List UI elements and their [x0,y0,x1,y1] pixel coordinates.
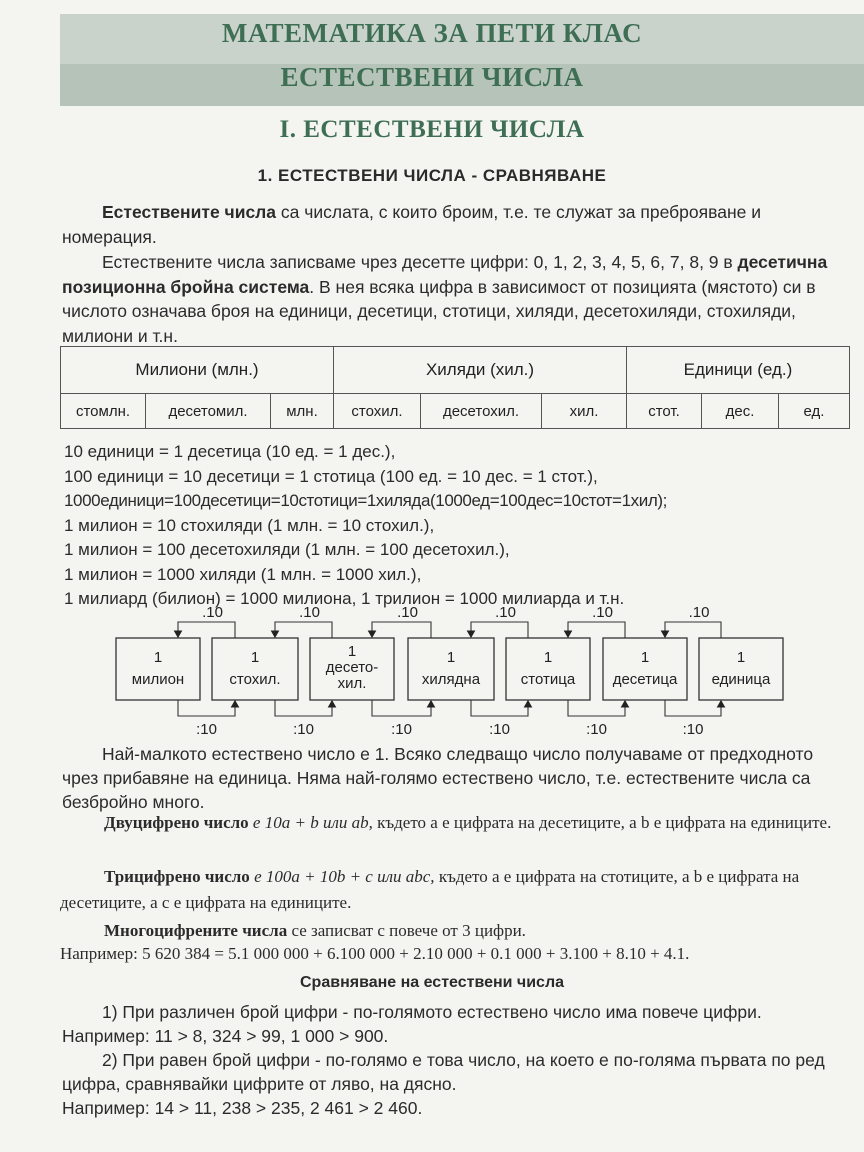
multiply-arrow [471,622,528,638]
unit-box [699,638,783,700]
unit-box-label: милион [131,671,185,688]
intro-p2-start: Естествените числа записваме чрез десетте цифри: 0, 1, 2, 3, 4, 5, 6, 7, 8, 9 в [102,252,738,272]
col-ten-thousands: десетохил. [421,394,542,429]
multiply-arrow [568,622,625,638]
unit-box-label: хилядна [421,671,481,688]
comparison-rule-2: 2) При равен брой цифри - по-голямо е това число, на което е по-голяма първата по ред цифра, сравнявайки цифрите от ляво, на дясно. [62,1050,825,1094]
col-ten-millions: десетомил. [146,394,271,429]
unit-relation-line: 1 милиард (билион) = 1000 милиона, 1 трилион = 1000 милиарда и т.н. [64,589,625,608]
smallest-number-paragraph: Най-малкото естествено число е 1. Всяко следващо число получаваме от предходното чрез прибавяне на единица. Няма най-голямо естествено число, т.е. естествените числа са безбройно много. [62,744,814,812]
multi-digit-text: се записват с повече от 3 цифри. [287,921,526,940]
unit-box [212,638,298,700]
unit-relations-list [64,440,854,612]
two-digit-expression: е 10a + b или ab, [252,813,373,832]
term-multi-digit: Многоцифрените числа [104,921,288,940]
divide-label: :10 [586,721,607,738]
group-millions: Милиони (млн.) [61,347,334,394]
multiply-label: .10 [495,604,516,621]
intro-p1-text: са числата, с които броим, т.е. те служат за преброяване и номерация. [62,202,761,247]
unit-relation-line: 1 милион = 100 десетохиляди (1 млн. = 100 десетохил.), [64,540,510,559]
comparison-heading: Сравняване на естествени числа [300,974,564,991]
comparison-rule-2-example: Например: 14 > 11, 238 > 235, 2 461 > 2 460. [62,1098,423,1118]
col-hundreds: стот. [627,394,702,429]
col-ones: ед. [779,394,850,429]
unit-box-label: 1 [446,649,456,666]
col-thousands: хил. [542,394,627,429]
three-digit-paragraph [60,864,850,916]
three-digit-text: където a е цифрата на стотиците, а b е цифрата на десетиците, а c е цифрата на единиците. [60,867,800,912]
divide-arrow [568,700,625,716]
multiply-label: .10 [202,604,223,621]
multiply-label: .10 [688,604,710,621]
unit-box-label: 1 [347,643,357,660]
unit-box-label: 1 [250,649,260,666]
multiply-label: .10 [397,604,418,621]
unit-box-label: десето- [325,659,379,676]
lesson-title: 1. ЕСТЕСТВЕНИ ЧИСЛА - СРАВНЯВАНЕ [257,166,607,185]
unit-relation-line: 1 милион = 1000 хиляди (1 млн. = 1000 хил.), [64,564,422,584]
divide-arrow [275,700,332,716]
divide-label: :10 [293,721,314,738]
term-natural-numbers: Естествените числа [102,202,277,222]
unit-relation-line: 1 милион = 10 стохиляди (1 млн. = 10 стохил.), [64,515,435,535]
divide-label: :10 [489,721,510,738]
divide-label: :10 [196,721,217,738]
group-units: Единици (ед.) [627,347,850,394]
three-digit-expression: е 100a + 10b + c или abc, [254,867,435,886]
unit-box [116,638,200,700]
unit-relation-line: 1000единици=100десетици=10стотици=1хиляда(1000ед=100дес=10стот=1хил); [64,491,667,510]
unit-box-label: 1 [153,649,163,666]
section-title: ЕСТЕСТВЕНИ ЧИСЛА [280,62,584,92]
unit-relation-line: 10 единици = 1 десетица (10 ед. = 1 дес.), [64,442,396,461]
comparison-rule-1: 1) При различен брой цифри - по-голямото естествено число има повече цифри. Например: 11 > 8, 324 > 99, 1 000 > 900. [62,1002,762,1046]
term-three-digit: Трицифрено число [104,867,250,886]
two-digit-text: където a е цифрата на десетиците, а b е цифрата на единиците. [377,813,832,832]
divide-label: :10 [682,721,704,738]
group-thousands: Хиляди (хил.) [334,347,627,394]
place-table-group-row [61,347,850,394]
multiply-label: .10 [592,604,613,621]
chapter-title: I. ЕСТЕСТВЕНИ ЧИСЛА [279,116,585,143]
unit-box [506,638,590,700]
divide-label: :10 [391,721,412,738]
multiply-arrow [665,622,721,638]
col-hundred-millions: стомлн. [61,394,146,429]
unit-box-label: 1 [543,649,553,666]
multiply-arrow [372,622,431,638]
col-hundred-thousands: стохил. [334,394,421,429]
multiply-arrow [178,622,235,638]
divide-arrow [665,700,721,716]
multiply-label: .10 [299,604,320,621]
place-value-table [60,346,850,429]
divide-arrow [471,700,528,716]
col-millions: млн. [271,394,334,429]
unit-box-label: стохил. [229,671,281,688]
unit-box [408,638,494,700]
unit-relation-line: 100 единици = 10 десетици = 1 стотица (100 ед. = 10 дес. = 1 стот.), [64,466,598,486]
divide-arrow [372,700,431,716]
unit-box-label: хил. [337,675,367,692]
multiply-arrow [275,622,332,638]
intro-paragraph-2 [62,250,832,348]
divide-arrow [178,700,235,716]
col-tens: дес. [702,394,779,429]
unit-box-label: стотица [520,671,576,688]
unit-conversion-diagram [0,600,864,740]
intro-paragraph-1 [62,200,832,250]
two-digit-paragraph [60,810,850,836]
intro-p2-rest: . В нея всяка цифра в зависимост от позицията (мястото) си в числото означава броя на единици, десетици, стотици, хиляди, десетохиляди, стохиляди, милиони и т.н. [62,276,816,346]
term-two-digit: Двуцифрено число [104,813,249,832]
unit-box-label: единица [711,671,771,688]
multi-digit-example: Например: 5 620 384 = 5.1 000 000 + 6.100 000 + 2.10 000 + 0.1 000 + 3.100 + 8.10 + 4.1. [60,944,690,963]
unit-box-label: 1 [736,649,746,666]
unit-box-label: 1 [640,649,650,666]
unit-box [603,638,687,700]
book-title: МАТЕМАТИКА ЗА ПЕТИ КЛАС [221,18,643,48]
place-table-column-row [61,394,850,429]
term-positional-system: десетична позиционна бройна система [62,252,828,297]
unit-box-label: десетица [612,671,678,688]
